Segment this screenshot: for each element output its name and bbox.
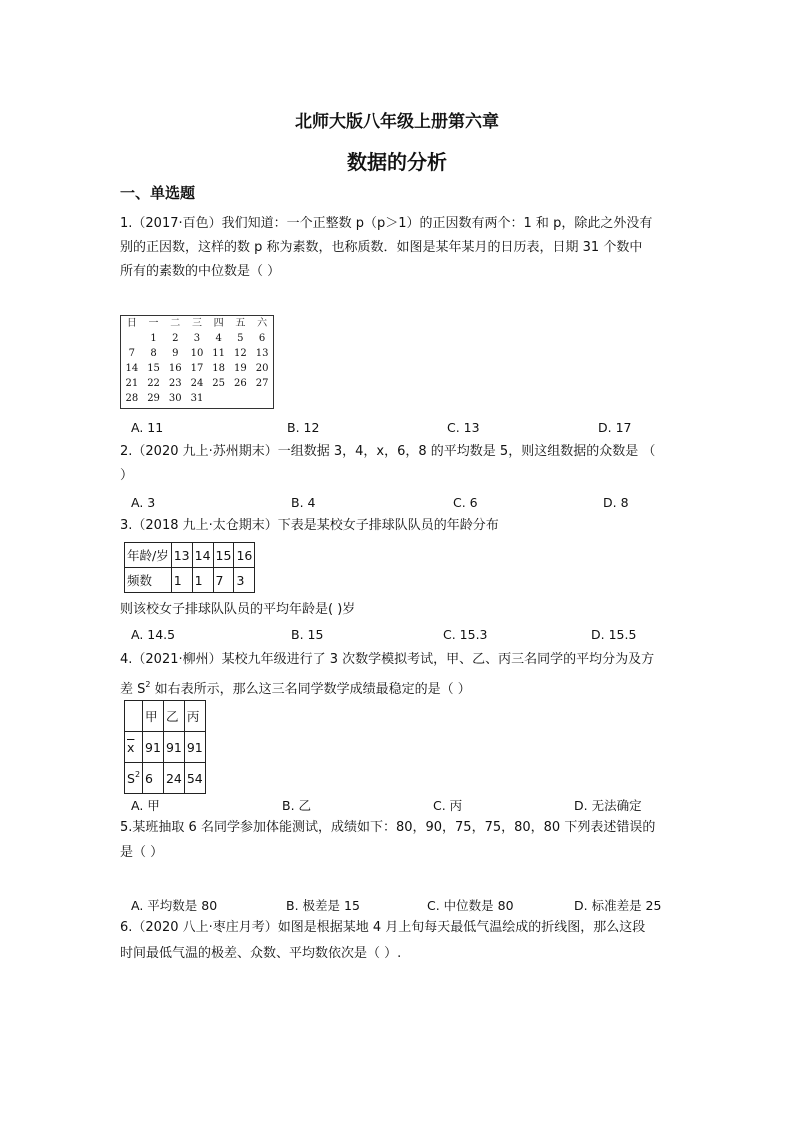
q1-option-c[interactable]: C. 13	[447, 420, 480, 435]
calendar-day: 23	[168, 378, 182, 389]
calendar-day: 18	[212, 363, 226, 374]
calendar-day: 29	[147, 393, 160, 404]
calendar-day: 11	[212, 348, 226, 359]
calendar-day: 10	[190, 348, 204, 359]
calendar-day: 28	[125, 393, 139, 404]
question-3-line: 3.（2018 九上·太仓期末）下表是某校女子排球队队员的年龄分布	[120, 518, 499, 533]
calendar-day	[251, 391, 273, 406]
table-cell: 频数	[125, 568, 172, 593]
weekday-label: 三	[191, 318, 202, 329]
question-4-line-1: 4.（2021·柳州）某校九年级进行了 3 次数学模拟考试，甲、乙、丙三名同学的平均分为及方	[120, 652, 655, 667]
question-1-line-1: 1.（2017·百色）我们知道：一个正整数 p（p＞1）的正因数有两个：1 和 p，除此之外没有	[120, 216, 653, 231]
question-5-line-2: 是（ ）	[120, 845, 164, 860]
question-3-after: 则该校女子排球队队员的平均年龄是( )岁	[120, 602, 356, 617]
calendar-day: 27	[255, 378, 269, 389]
calendar-week-row	[121, 331, 273, 346]
table-cell: 7	[213, 568, 234, 593]
variance-symbol-cell	[125, 763, 143, 794]
calendar-day: 20	[255, 363, 269, 374]
calendar-day: 31	[190, 393, 204, 404]
q5-option-b[interactable]: B. 极差是 15	[286, 898, 360, 913]
q5-option-a[interactable]: A. 平均数是 80	[131, 898, 218, 913]
calendar-day: 6	[258, 333, 266, 344]
weekday-label: 四	[213, 318, 224, 329]
q3-option-b[interactable]: B. 15	[291, 627, 324, 642]
superscript: 2	[134, 770, 141, 779]
superscript: 2	[145, 680, 151, 689]
page-subtitle: 数据的分析	[347, 150, 447, 174]
calendar-day: 17	[190, 363, 204, 374]
question-1-line-2: 别的正因数，这样的数 p 称为素数，也称质数．如图是某年某月的日历表，日期 31 个数中	[120, 240, 643, 255]
calendar-day: 1	[150, 333, 157, 344]
table-cell: 14	[192, 543, 213, 568]
table-cell: 91	[163, 732, 184, 763]
calendar-table	[121, 316, 273, 406]
table-cell: 54	[184, 763, 205, 794]
calendar-day: 5	[237, 333, 244, 344]
calendar-header-row	[121, 316, 273, 331]
calendar-day: 25	[212, 378, 226, 389]
q4-option-c[interactable]: C. 丙	[433, 798, 463, 813]
table-cell: 91	[143, 732, 164, 763]
table-cell: 1	[171, 568, 192, 593]
q2-option-d[interactable]: D. 8	[603, 495, 629, 510]
q2-option-c[interactable]: C. 6	[453, 495, 478, 510]
table-cell: 乙	[163, 701, 184, 732]
calendar-day: 3	[193, 333, 201, 344]
question-4-line-2	[120, 672, 471, 703]
table-cell: 甲	[143, 701, 164, 732]
weekday-label: 一	[148, 318, 159, 329]
calendar-day: 24	[190, 378, 204, 389]
age-frequency-table	[124, 542, 255, 593]
calendar-day: 7	[128, 348, 136, 359]
question-1-line-3: 所有的素数的中位数是（ ）	[120, 264, 281, 279]
calendar-day	[208, 391, 230, 406]
table-row	[125, 732, 206, 763]
calendar-day: 19	[234, 363, 247, 374]
q3-option-d[interactable]: D. 15.5	[591, 627, 637, 642]
table-row	[125, 763, 206, 794]
score-stats-table	[124, 700, 206, 794]
table-cell: 24	[163, 763, 184, 794]
question-2-line-2: ）	[120, 468, 134, 483]
calendar-day: 16	[168, 363, 182, 374]
calendar-day: 15	[147, 363, 160, 374]
q4-option-b[interactable]: B. 乙	[282, 798, 312, 813]
weekday-label: 六	[257, 318, 268, 329]
weekday-label: 日	[126, 318, 137, 329]
question-6-line-1: 6.（2020 八上·枣庄月考）如图是根据某地 4 月上旬每天最低气温绘成的折线图，那么这段	[120, 920, 646, 935]
table-cell: 6	[143, 763, 164, 794]
calendar-day: 8	[150, 348, 157, 359]
q2-option-a[interactable]: A. 3	[131, 495, 156, 510]
mean-symbol: $\overline{x}$	[125, 732, 143, 763]
calendar-day: 21	[125, 378, 139, 389]
section-heading: 一、单选题	[120, 184, 196, 202]
variance-symbol: 差 S	[120, 682, 146, 697]
table-cell: 年龄/岁	[125, 543, 172, 568]
weekday-label: 五	[235, 318, 246, 329]
table-cell: 13	[171, 543, 192, 568]
table-cell: 丙	[184, 701, 205, 732]
q2-option-b[interactable]: B. 4	[291, 495, 316, 510]
table-cell: 15	[213, 543, 234, 568]
q3-option-c[interactable]: C. 15.3	[443, 627, 488, 642]
variance-symbol: S	[127, 771, 135, 786]
question-4-line-2-text: 如右表所示，那么这三名同学数学成绩最稳定的是（ ）	[150, 682, 471, 697]
table-row	[125, 568, 255, 593]
calendar-week-row	[121, 361, 273, 376]
calendar-day: 2	[172, 333, 179, 344]
table-cell: 1	[192, 568, 213, 593]
question-6-line-2: 时间最低气温的极差、众数、平均数依次是（ ）.	[120, 946, 402, 961]
question-2-line-1: 2.（2020 九上·苏州期末）一组数据 3，4，x，6，8 的平均数是 5，则这组数据的众数是 （	[120, 444, 656, 459]
q5-option-d[interactable]: D. 标准差是 25	[574, 898, 662, 913]
table-row	[125, 701, 206, 732]
calendar-day: 12	[234, 348, 247, 359]
calendar-day: 30	[168, 393, 182, 404]
q5-option-c[interactable]: C. 中位数是 80	[427, 898, 514, 913]
calendar-image	[120, 315, 274, 409]
question-5-line-1: 5.某班抽取 6 名同学参加体能测试，成绩如下：80，90，75，75，80，80 下列表述错误的	[120, 820, 656, 835]
q1-option-d[interactable]: D. 17	[598, 420, 632, 435]
table-cell	[125, 701, 143, 732]
q4-option-a[interactable]: A. 甲	[131, 798, 160, 813]
weekday-label: 二	[170, 318, 181, 329]
table-cell: 3	[234, 568, 255, 593]
calendar-week-row	[121, 391, 273, 406]
q1-option-b[interactable]: B. 12	[287, 420, 320, 435]
calendar-day	[121, 331, 143, 346]
calendar-week-row	[121, 346, 273, 361]
calendar-day: 4	[215, 333, 222, 344]
q1-option-a[interactable]: A. 11	[131, 420, 164, 435]
calendar-day	[230, 391, 252, 406]
table-cell: 16	[234, 543, 255, 568]
calendar-day: 14	[125, 363, 139, 374]
q4-option-d[interactable]: D. 无法确定	[574, 798, 642, 813]
calendar-day: 9	[172, 348, 179, 359]
calendar-day: 13	[255, 348, 269, 359]
calendar-day: 22	[147, 378, 160, 389]
table-row	[125, 543, 255, 568]
calendar-week-row	[121, 376, 273, 391]
q3-option-a[interactable]: A. 14.5	[131, 627, 176, 642]
page-title: 北师大版八年级上册第六章	[295, 112, 499, 132]
calendar-day: 26	[234, 378, 247, 389]
table-cell: 91	[184, 732, 205, 763]
